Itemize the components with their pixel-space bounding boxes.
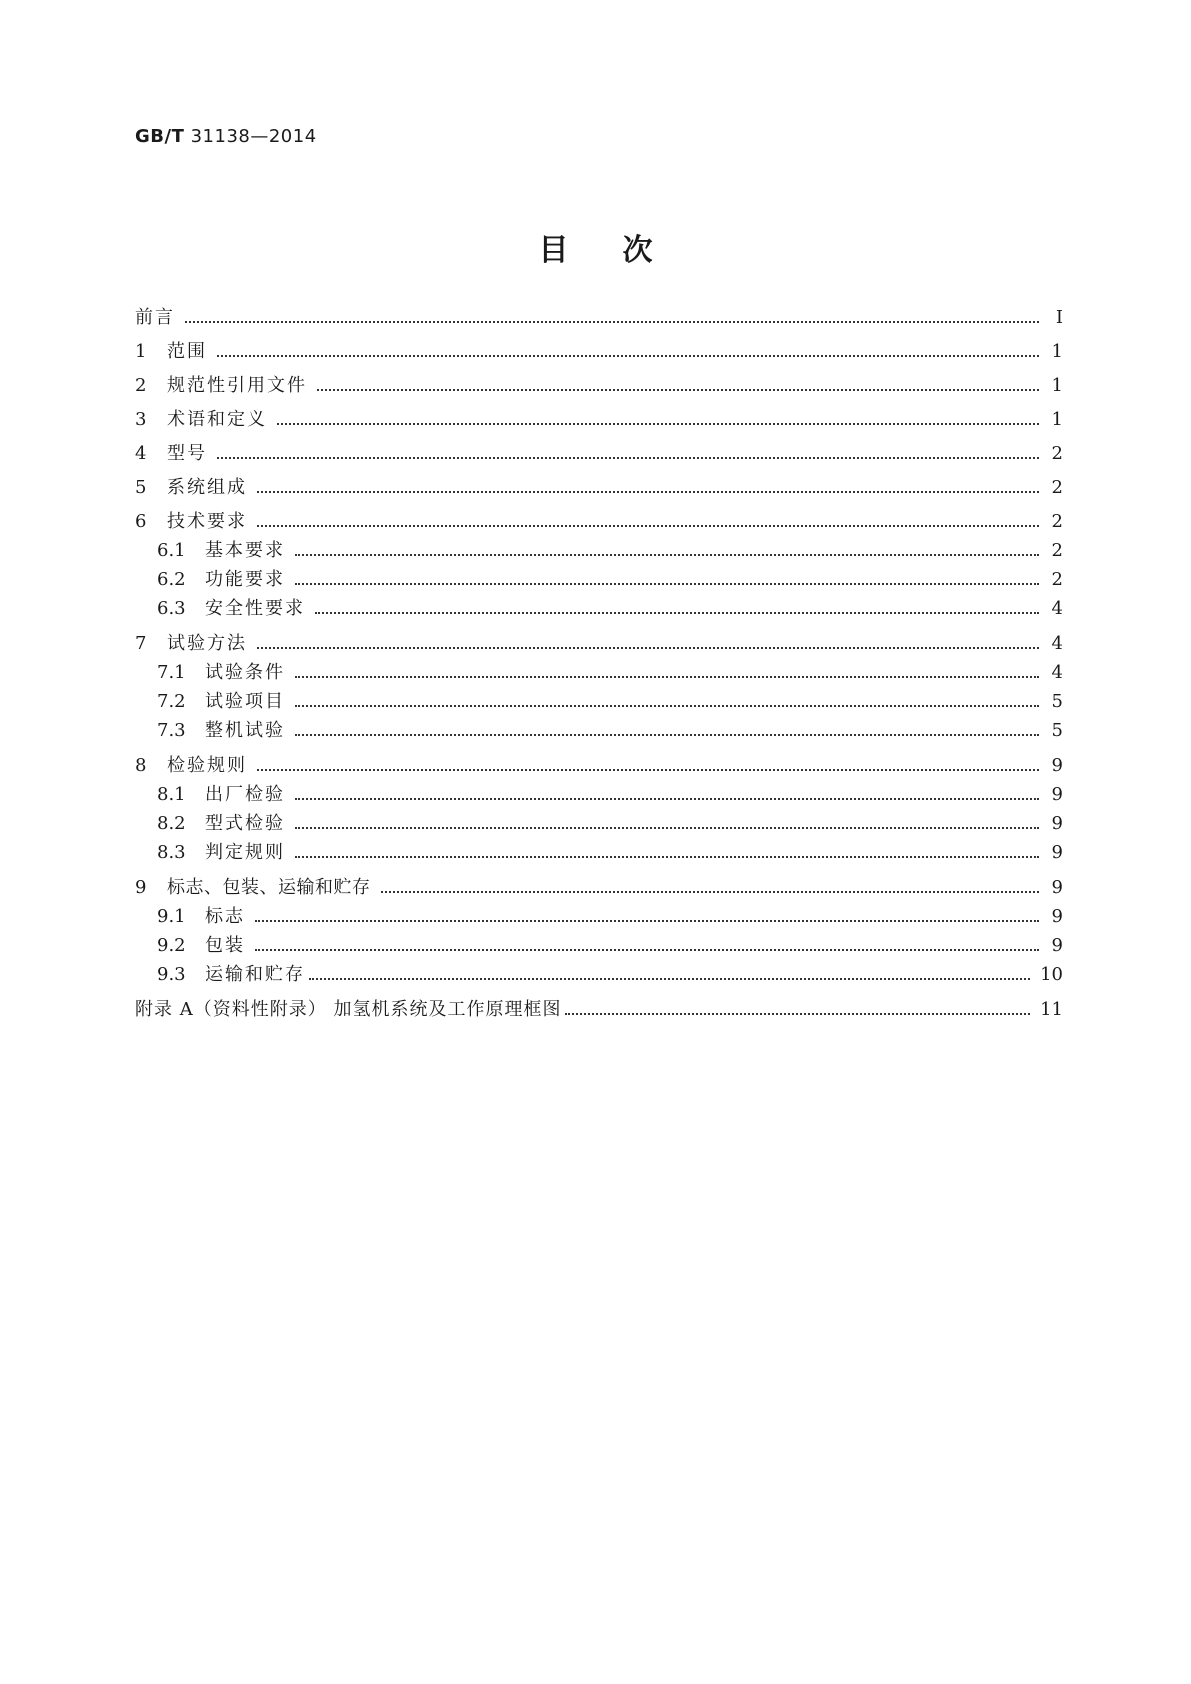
toc-entry-number: 2 (135, 375, 147, 396)
page-title: 目次 (538, 233, 707, 268)
dot-leader (257, 769, 1039, 771)
toc-entry-title: 标志 (205, 906, 245, 927)
toc-entry-preface[interactable] (135, 305, 1063, 331)
dot-leader (315, 612, 1039, 614)
toc-subentry[interactable] (157, 840, 1063, 866)
dot-leader (217, 355, 1039, 357)
toc-entry-title: 试验项目 (205, 691, 285, 712)
toc-subentry[interactable] (157, 811, 1063, 837)
dot-leader (381, 891, 1040, 893)
toc-entry[interactable] (135, 475, 1063, 501)
toc-entry-page: 4 (1051, 662, 1063, 683)
toc-entry-title: 术语和定义 (167, 409, 267, 430)
dot-leader (295, 676, 1039, 678)
toc-entry-number: 8.3 (157, 842, 186, 863)
toc-entry-number: 6 (135, 511, 147, 532)
toc-subentry[interactable] (157, 660, 1063, 686)
toc-entry-title: 前言 (135, 307, 175, 328)
toc-entry-page: 9 (1051, 906, 1063, 927)
toc-subentry[interactable] (157, 782, 1063, 808)
toc-entry-number: 7.2 (157, 691, 186, 712)
toc-entry-number: 8 (135, 755, 147, 776)
toc-entry-page: 5 (1051, 720, 1063, 741)
dot-leader (295, 705, 1039, 707)
toc-entry-page: 4 (1051, 633, 1063, 654)
dot-leader (295, 583, 1039, 585)
standard-code-prefix: GB/T (135, 126, 185, 147)
toc-subentry[interactable] (157, 689, 1063, 715)
toc-entry-page: Ⅰ (1055, 307, 1063, 328)
dot-leader (255, 949, 1039, 951)
toc-entry-title: 安全性要求 (205, 598, 305, 619)
toc-entry-title: 型号 (167, 443, 207, 464)
dot-leader (565, 1013, 1030, 1015)
toc-subentry[interactable] (157, 933, 1063, 959)
toc-entry-page: 2 (1051, 477, 1063, 498)
toc-entry-page: 9 (1051, 755, 1063, 776)
toc-entry-number: 3 (135, 409, 147, 430)
toc-entry-page: 4 (1051, 598, 1063, 619)
toc-entry-number: 7.1 (157, 662, 186, 683)
toc-entry-number: 9.3 (157, 964, 186, 985)
toc-entry-annex-a[interactable] (135, 997, 1063, 1023)
toc-subentry[interactable] (157, 596, 1063, 622)
toc-entry-page: 9 (1051, 784, 1063, 805)
dot-leader (295, 827, 1039, 829)
toc-entry-number: 8.1 (157, 784, 186, 805)
toc-entry[interactable] (135, 407, 1063, 433)
toc-entry-title: 附录 A（资料性附录） 加氢机系统及工作原理框图 (135, 999, 562, 1020)
dot-leader (257, 647, 1039, 649)
toc-entry-page: 1 (1051, 375, 1063, 396)
toc-entry-number: 6.3 (157, 598, 186, 619)
toc-entry-page: 9 (1051, 935, 1063, 956)
dot-leader (257, 525, 1039, 527)
toc-subentry[interactable] (157, 567, 1063, 593)
toc-entry[interactable] (135, 339, 1063, 365)
toc-entry-title: 试验条件 (205, 662, 285, 683)
toc-subentry[interactable] (157, 538, 1063, 564)
toc-entry-title: 功能要求 (205, 569, 285, 590)
toc-entry-title: 试验方法 (167, 633, 247, 654)
toc-entry[interactable] (135, 509, 1063, 535)
toc-entry-page: 9 (1051, 877, 1063, 898)
toc-subentry[interactable] (157, 962, 1063, 988)
toc-entry-title: 基本要求 (205, 540, 285, 561)
toc-entry-page: 11 (1040, 999, 1063, 1020)
toc-entry-title: 出厂检验 (205, 784, 285, 805)
toc-subentry[interactable] (157, 718, 1063, 744)
dot-leader (295, 798, 1039, 800)
toc-entry-page: 1 (1051, 341, 1063, 362)
dot-leader (257, 491, 1039, 493)
toc-entry-page: 5 (1051, 691, 1063, 712)
toc-entry-number: 9.1 (157, 906, 186, 927)
dot-leader (295, 856, 1039, 858)
toc-entry-page: 2 (1051, 511, 1063, 532)
standard-code-number: 31138—2014 (190, 126, 317, 147)
toc-entry-number: 9 (135, 877, 147, 898)
toc-entry-number: 6.2 (157, 569, 186, 590)
dot-leader (295, 734, 1039, 736)
toc-entry-title: 运输和贮存 (205, 964, 305, 985)
dot-leader (277, 423, 1039, 425)
toc-entry-title: 检验规则 (167, 755, 247, 776)
dot-leader (295, 554, 1039, 556)
toc-entry-page: 2 (1051, 540, 1063, 561)
toc-entry-title: 规范性引用文件 (167, 375, 307, 396)
toc-entry-number: 7 (135, 633, 147, 654)
toc-entry-page: 2 (1051, 569, 1063, 590)
toc-entry-number: 5 (135, 477, 147, 498)
toc-subentry[interactable] (157, 904, 1063, 930)
toc-entry-page: 9 (1051, 813, 1063, 834)
toc-entry[interactable] (135, 875, 1063, 901)
toc-entry-number: 7.3 (157, 720, 186, 741)
toc-entry-title: 包装 (205, 935, 245, 956)
toc-entry-title: 判定规则 (205, 842, 285, 863)
toc-entry-number: 1 (135, 341, 147, 362)
toc-entry-title: 整机试验 (205, 720, 285, 741)
toc-entry-title: 范围 (167, 341, 207, 362)
dot-leader (217, 457, 1039, 459)
toc-entry-number: 6.1 (157, 540, 186, 561)
toc-entry-page: 9 (1051, 842, 1063, 863)
toc-entry-title: 标志、包装、运输和贮存 (167, 877, 371, 898)
dot-leader (317, 389, 1039, 391)
toc-entry-title: 型式检验 (205, 813, 285, 834)
toc-entry-number: 8.2 (157, 813, 186, 834)
toc-entry[interactable] (135, 753, 1063, 779)
toc-entry-page: 10 (1040, 964, 1063, 985)
toc-entry-number: 9.2 (157, 935, 186, 956)
toc-entry[interactable] (135, 631, 1063, 657)
dot-leader (185, 321, 1039, 323)
toc-entry-title: 技术要求 (167, 511, 247, 532)
toc-entry[interactable] (135, 441, 1063, 467)
toc-entry-page: 1 (1051, 409, 1063, 430)
standard-code-header (135, 126, 317, 147)
toc-entry-number: 4 (135, 443, 147, 464)
dot-leader (255, 920, 1039, 922)
dot-leader (309, 978, 1030, 980)
toc-entry[interactable] (135, 373, 1063, 399)
toc-entry-page: 2 (1051, 443, 1063, 464)
toc-entry-title: 系统组成 (167, 477, 247, 498)
